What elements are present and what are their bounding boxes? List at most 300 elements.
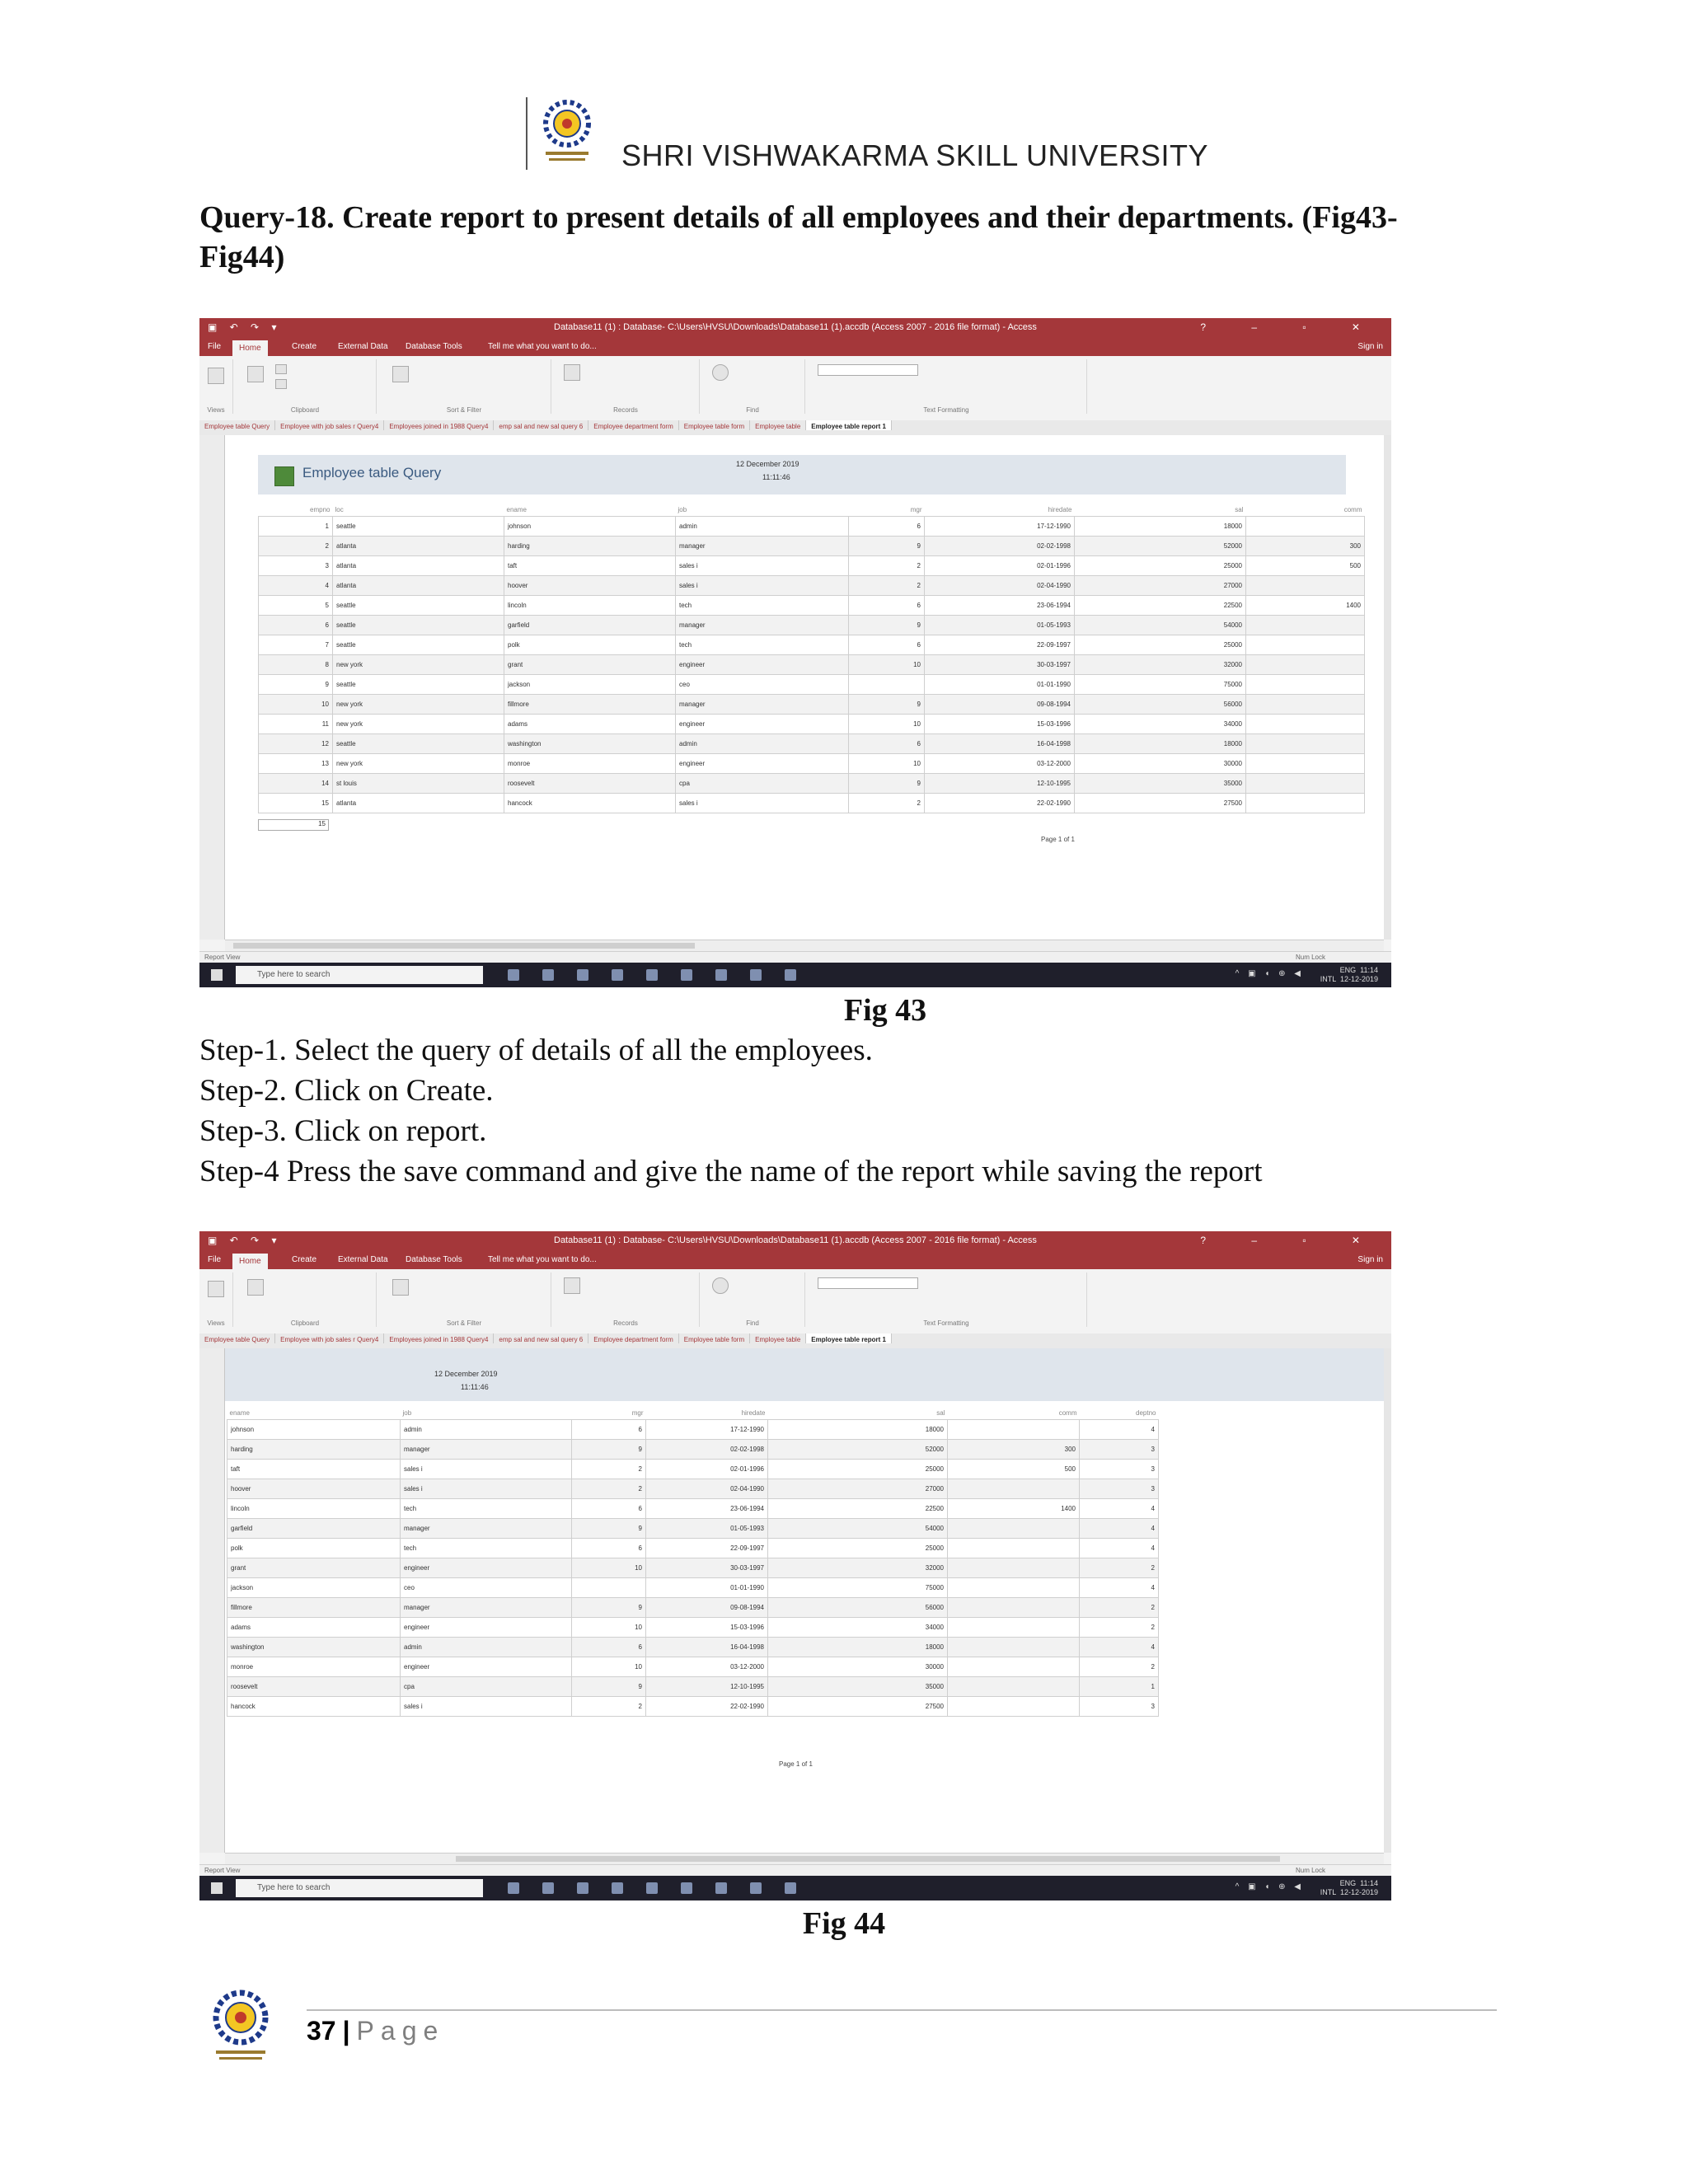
access-icon[interactable] [750, 969, 762, 981]
table-cell: adams [227, 1618, 401, 1638]
window-controls-icon: ? – ▫ ✕ [1200, 321, 1381, 333]
table-cell: 6 [849, 596, 925, 616]
table-cell: admin [676, 734, 849, 754]
table-cell: grant [504, 655, 676, 675]
vertical-scrollbar[interactable] [1384, 1348, 1391, 1853]
table-cell: 03-12-2000 [646, 1657, 768, 1677]
table-cell: jackson [227, 1578, 401, 1598]
table-cell: 14 [259, 774, 333, 794]
find-icon[interactable] [712, 1277, 729, 1294]
table-cell: new york [333, 655, 504, 675]
university-logo-icon [534, 94, 600, 170]
filter-icon[interactable] [392, 1279, 409, 1296]
table-row [259, 774, 1365, 794]
table-cell: 02-01-1996 [646, 1460, 768, 1479]
cortana-icon[interactable] [508, 1882, 519, 1894]
table-cell: 09-08-1994 [925, 695, 1075, 715]
table-cell: tech [401, 1499, 572, 1519]
object-tab[interactable]: Employee table [750, 420, 806, 430]
table-cell: 2 [572, 1697, 646, 1717]
table-cell: 6 [259, 616, 333, 635]
table-row [227, 1499, 1159, 1519]
report-time: 11:11:46 [762, 473, 790, 481]
table-cell: garfield [227, 1519, 401, 1539]
taskbar-apps [496, 967, 808, 983]
table-cell: taft [227, 1460, 401, 1479]
object-tab[interactable]: Employee table Query [199, 420, 275, 430]
taskbar-search[interactable]: Type here to search [236, 966, 483, 984]
notes-icon[interactable] [785, 1882, 796, 1894]
file-explorer-icon[interactable] [612, 1882, 623, 1894]
ribbon-group-views: Views [199, 359, 233, 414]
table-cell: 10 [849, 754, 925, 774]
table-cell: 02-02-1998 [646, 1440, 768, 1460]
table-cell: 12 [259, 734, 333, 754]
table-cell: lincoln [504, 596, 676, 616]
table-row [227, 1598, 1159, 1618]
table-cell: 6 [572, 1638, 646, 1657]
table-cell: 9 [849, 537, 925, 556]
table-cell: 09-08-1994 [646, 1598, 768, 1618]
table-cell: tech [401, 1539, 572, 1558]
ribbon-group-find: Find [701, 359, 805, 414]
tab-home[interactable]: Home [232, 340, 268, 356]
column-header-hiredate: hiredate [741, 1408, 766, 1417]
table-cell: 6 [849, 734, 925, 754]
sign-in-link[interactable]: Sign in [1357, 1255, 1383, 1264]
font-select[interactable] [818, 364, 918, 376]
object-tabs [199, 420, 1391, 436]
table-cell: 18000 [1075, 517, 1246, 537]
table-cell: 15-03-1996 [646, 1618, 768, 1638]
table-cell: hoover [227, 1479, 401, 1499]
ribbon-group-clipboard: Clipboard [234, 359, 377, 414]
status-numlock: Num Lock [1295, 1867, 1325, 1874]
mail-icon[interactable] [715, 1882, 727, 1894]
table-cell: 300 [1246, 537, 1365, 556]
table-row [227, 1657, 1159, 1677]
find-icon[interactable] [712, 364, 729, 381]
table-row [259, 794, 1365, 813]
table-cell: engineer [401, 1558, 572, 1578]
table-cell [948, 1638, 1080, 1657]
ribbon [199, 356, 1391, 421]
cut-icon[interactable] [275, 364, 287, 374]
horizontal-scrollbar[interactable] [225, 1853, 1384, 1865]
table-cell [948, 1677, 1080, 1697]
tell-me-box[interactable]: Tell me what you want to do... [488, 1255, 597, 1264]
table-cell: taft [504, 556, 676, 576]
table-cell: grant [227, 1558, 401, 1578]
cortana-icon[interactable] [508, 969, 519, 981]
table-cell: adams [504, 715, 676, 734]
table-cell: manager [676, 537, 849, 556]
table-cell: 4 [1080, 1638, 1159, 1657]
ribbon-group-sort-filter: Sort & Filter [377, 1272, 551, 1327]
table-cell [1246, 754, 1365, 774]
table-cell: monroe [227, 1657, 401, 1677]
report-view [225, 435, 1384, 940]
table-cell: 52000 [768, 1440, 948, 1460]
filter-icon[interactable] [392, 366, 409, 382]
table-cell: 52000 [1075, 537, 1246, 556]
sign-in-link[interactable]: Sign in [1357, 342, 1383, 351]
table-cell [1246, 616, 1365, 635]
object-tab[interactable]: Employee table form [679, 1333, 750, 1343]
table-cell: 22500 [1075, 596, 1246, 616]
scroll-thumb[interactable] [233, 943, 695, 949]
table-cell [948, 1598, 1080, 1618]
report-header [258, 455, 1346, 494]
table-cell: 25000 [1075, 635, 1246, 655]
fig43-screenshot [199, 318, 1391, 987]
table-cell: 5 [259, 596, 333, 616]
table-row [259, 675, 1365, 695]
table-cell [948, 1618, 1080, 1638]
column-header-comm: comm [1058, 1408, 1077, 1417]
table-row [227, 1539, 1159, 1558]
table-cell: seattle [333, 635, 504, 655]
table-cell: 1400 [948, 1499, 1080, 1519]
window-title: Database11 (1) : Database- C:\Users\HVSU\Downloads\Database11 (1).accdb (Access 2007 - 2016 file format) - Access [554, 322, 1037, 332]
table-cell: 03-12-2000 [925, 754, 1075, 774]
windows-taskbar [199, 1876, 1391, 1900]
table-cell: 35000 [768, 1677, 948, 1697]
ribbon-group-sort-filter: Sort & Filter [377, 359, 551, 414]
table-cell: 27500 [768, 1697, 948, 1717]
table-cell: 13 [259, 754, 333, 774]
windows-start-icon[interactable] [211, 1882, 223, 1894]
status-bar [199, 1864, 1391, 1877]
header-divider [526, 97, 528, 170]
ribbon-group-views: Views [199, 1272, 233, 1327]
table-cell: seattle [333, 616, 504, 635]
column-header-ename: ename [229, 1408, 250, 1417]
tab-file[interactable]: File [208, 1255, 222, 1264]
table-cell: 01-05-1993 [646, 1519, 768, 1539]
table-cell: cpa [401, 1677, 572, 1697]
notes-icon[interactable] [785, 969, 796, 981]
ribbon [199, 1269, 1391, 1334]
table-cell: 27000 [768, 1479, 948, 1499]
table-cell: 75000 [1075, 675, 1246, 695]
table-cell: atlanta [333, 537, 504, 556]
table-cell: 02-01-1996 [925, 556, 1075, 576]
table-cell: 6 [572, 1420, 646, 1440]
quick-access-icons: ▣ ↶ ↷ ▾ [208, 1235, 282, 1246]
table-cell: 22500 [768, 1499, 948, 1519]
report-icon [274, 466, 294, 486]
object-tab[interactable]: Employee with job sales r Query4 [275, 1333, 384, 1343]
table-cell [948, 1539, 1080, 1558]
status-numlock: Num Lock [1295, 954, 1325, 961]
object-tab[interactable]: emp sal and new sal query 6 [494, 1333, 588, 1343]
table-cell: 10 [849, 715, 925, 734]
table-cell: 2 [849, 794, 925, 813]
report-table [258, 503, 1365, 813]
horizontal-scrollbar[interactable] [225, 940, 1384, 952]
table-cell: 10 [572, 1618, 646, 1638]
column-header-sal: sal [936, 1408, 945, 1417]
table-cell: jackson [504, 675, 676, 695]
table-cell: 500 [948, 1460, 1080, 1479]
table-cell: 12-10-1995 [646, 1677, 768, 1697]
table-cell: sales i [401, 1460, 572, 1479]
windows-start-icon[interactable] [211, 969, 223, 981]
table-cell: 4 [1080, 1539, 1159, 1558]
column-header-job: job [402, 1408, 412, 1417]
table-cell: 2 [259, 537, 333, 556]
table-cell: 2 [572, 1479, 646, 1499]
column-header-sal: sal [1235, 505, 1244, 513]
table-cell: 01-01-1990 [925, 675, 1075, 695]
table-cell: harding [504, 537, 676, 556]
tab-database-tools[interactable]: Database Tools [406, 1255, 462, 1264]
tab-create[interactable]: Create [292, 1255, 317, 1264]
table-cell: engineer [676, 754, 849, 774]
taskbar-search[interactable]: Type here to search [236, 1879, 483, 1897]
view-icon[interactable] [208, 368, 224, 384]
table-cell: admin [676, 517, 849, 537]
table-cell: 15-03-1996 [925, 715, 1075, 734]
step-2: Step-2. Click on Create. [199, 1074, 494, 1108]
paste-icon[interactable] [247, 1279, 264, 1296]
tab-external-data[interactable]: External Data [338, 342, 388, 351]
table-cell: 2 [1080, 1558, 1159, 1578]
table-row [259, 635, 1365, 655]
object-tab[interactable]: Employees joined in 1988 Query4 [384, 1333, 494, 1343]
table-cell: 6 [849, 517, 925, 537]
column-header-ename: ename [506, 505, 527, 513]
refresh-all-icon[interactable] [564, 1277, 580, 1294]
report-title: Employee table Query [302, 465, 442, 480]
system-tray: ^ ▣ ◖ ⊕ ◀ ENG 11:14 INTL 12-12-2019 [1235, 966, 1378, 983]
table-cell: hancock [227, 1697, 401, 1717]
table-row [259, 695, 1365, 715]
table-cell: 56000 [768, 1598, 948, 1618]
table-row [259, 556, 1365, 576]
taskbar-apps [496, 1880, 808, 1896]
object-tabs [199, 1333, 1391, 1349]
mail-icon[interactable] [715, 969, 727, 981]
table-cell: admin [401, 1638, 572, 1657]
report-date: 12 December 2019 [434, 1370, 498, 1378]
access-titlebar [199, 1231, 1391, 1251]
university-name: SHRI VISHWAKARMA SKILL UNIVERSITY [621, 138, 1208, 172]
table-row [259, 537, 1365, 556]
access-icon[interactable] [750, 1882, 762, 1894]
table-cell: 1400 [1246, 596, 1365, 616]
vertical-scrollbar[interactable] [1384, 435, 1391, 940]
tell-me-box[interactable]: Tell me what you want to do... [488, 342, 597, 351]
table-cell: 34000 [1075, 715, 1246, 734]
object-tab[interactable]: Employees joined in 1988 Query4 [384, 420, 494, 430]
table-cell: 01-05-1993 [925, 616, 1075, 635]
copy-icon[interactable] [275, 379, 287, 389]
table-row [227, 1697, 1159, 1717]
table-cell: 18000 [768, 1638, 948, 1657]
object-tab[interactable]: Employee table form [679, 420, 750, 430]
table-cell [948, 1519, 1080, 1539]
table-cell: harding [227, 1440, 401, 1460]
column-header-mgr: mgr [631, 1408, 644, 1417]
table-cell: fillmore [504, 695, 676, 715]
table-cell: cpa [676, 774, 849, 794]
object-tab[interactable]: Employee table [750, 1333, 806, 1343]
table-cell: engineer [676, 655, 849, 675]
query-title: Query-18. Create report to present details of all employees and their departments. (Fig43-Fig44) [199, 200, 1398, 274]
quick-access-icons: ▣ ↶ ↷ ▾ [208, 321, 282, 333]
tab-database-tools[interactable]: Database Tools [406, 342, 462, 351]
tab-create[interactable]: Create [292, 342, 317, 351]
access-titlebar [199, 318, 1391, 338]
table-cell [1246, 794, 1365, 813]
table-cell: 9 [259, 675, 333, 695]
object-tab-active[interactable]: Employee table report 1 [806, 1333, 892, 1343]
table-cell: 9 [849, 774, 925, 794]
table-cell: 10 [572, 1558, 646, 1578]
scroll-thumb[interactable] [456, 1856, 1280, 1862]
table-row [259, 734, 1365, 754]
table-cell: 01-01-1990 [646, 1578, 768, 1598]
table-cell: 75000 [768, 1578, 948, 1598]
column-header-loc: loc [335, 505, 344, 513]
ribbon-group-text-formatting: Text Formatting [806, 1272, 1087, 1327]
table-cell: 35000 [1075, 774, 1246, 794]
table-cell [948, 1578, 1080, 1598]
table-cell: 3 [1080, 1440, 1159, 1460]
font-select[interactable] [818, 1277, 918, 1289]
edge-icon[interactable] [646, 1882, 658, 1894]
table-cell [1246, 774, 1365, 794]
page-separator: | [342, 2016, 350, 2046]
task-view-icon[interactable] [542, 969, 554, 981]
object-tab[interactable]: Employee with job sales r Query4 [275, 420, 384, 430]
table-cell: 25000 [768, 1460, 948, 1479]
tab-file[interactable]: File [208, 342, 222, 351]
table-cell: 3 [1080, 1460, 1159, 1479]
page-indicator: Page 1 of 1 [779, 1760, 813, 1768]
fig43-caption: Fig 43 [843, 993, 927, 1028]
table-cell: roosevelt [504, 774, 676, 794]
object-tab[interactable]: emp sal and new sal query 6 [494, 420, 588, 430]
table-cell: 9 [572, 1598, 646, 1618]
table-cell: fillmore [227, 1598, 401, 1618]
table-cell: 27500 [1075, 794, 1246, 813]
table-row [227, 1479, 1159, 1499]
status-bar [199, 951, 1391, 963]
step-3: Step-3. Click on report. [199, 1114, 487, 1148]
paste-icon[interactable] [247, 366, 264, 382]
column-header-empno: empno [310, 505, 331, 513]
window-controls-icon: ? – ▫ ✕ [1200, 1235, 1381, 1246]
object-tab[interactable]: Employee table Query [199, 1333, 275, 1343]
column-header-mgr: mgr [910, 505, 922, 513]
table-cell: polk [227, 1539, 401, 1558]
table-cell [948, 1558, 1080, 1578]
table-row [259, 517, 1365, 537]
table-cell: 25000 [1075, 556, 1246, 576]
navigation-pane[interactable] [199, 1348, 225, 1853]
store-icon[interactable] [681, 1882, 692, 1894]
table-cell [1246, 675, 1365, 695]
table-cell: 300 [948, 1440, 1080, 1460]
table-cell: 23-06-1994 [646, 1499, 768, 1519]
steps-list [199, 1030, 1263, 1192]
table-cell: manager [401, 1519, 572, 1539]
system-tray: ^ ▣ ◖ ⊕ ◀ ENG 11:14 INTL 12-12-2019 [1235, 1879, 1378, 1896]
table-row [227, 1460, 1159, 1479]
table-cell: 18000 [768, 1420, 948, 1440]
table-cell: 30000 [768, 1657, 948, 1677]
table-cell: tech [676, 596, 849, 616]
tray-icons: ^ ▣ ◖ ⊕ ◀ [1235, 969, 1304, 978]
table-cell: 6 [849, 635, 925, 655]
table-row [227, 1638, 1159, 1657]
object-tab-active[interactable]: Employee table report 1 [806, 420, 892, 430]
footer-divider [307, 2009, 1497, 2011]
table-cell: manager [401, 1598, 572, 1618]
object-tab[interactable]: Employee department form [588, 420, 679, 430]
object-tab[interactable]: Employee department form [588, 1333, 679, 1343]
page-number: 37 [307, 2016, 336, 2046]
ribbon-tabs [199, 1251, 1391, 1269]
table-row [259, 655, 1365, 675]
table-cell [948, 1657, 1080, 1677]
table-cell: seattle [333, 734, 504, 754]
chrome-icon[interactable] [577, 969, 588, 981]
table-cell: engineer [401, 1618, 572, 1638]
column-header-hiredate: hiredate [1048, 505, 1072, 513]
table-cell: atlanta [333, 556, 504, 576]
table-cell: sales i [401, 1479, 572, 1499]
page-indicator: Page 1 of 1 [1041, 836, 1075, 843]
footer-logo-icon [199, 1983, 282, 2069]
table-cell: polk [504, 635, 676, 655]
tab-external-data[interactable]: External Data [338, 1255, 388, 1264]
table-cell: 2 [849, 556, 925, 576]
tab-home[interactable]: Home [232, 1254, 268, 1269]
table-cell: engineer [676, 715, 849, 734]
view-icon[interactable] [208, 1281, 224, 1297]
table-cell: 22-02-1990 [646, 1697, 768, 1717]
table-row [259, 576, 1365, 596]
edge-icon[interactable] [646, 969, 658, 981]
table-cell: 30-03-1997 [646, 1558, 768, 1578]
column-header-job: job [678, 505, 687, 513]
table-cell: 2 [572, 1460, 646, 1479]
table-row [227, 1618, 1159, 1638]
table-cell: 23-06-1994 [925, 596, 1075, 616]
table-cell: 500 [1246, 556, 1365, 576]
store-icon[interactable] [681, 969, 692, 981]
table-cell: johnson [504, 517, 676, 537]
table-cell: 4 [259, 576, 333, 596]
task-view-icon[interactable] [542, 1882, 554, 1894]
table-cell: new york [333, 715, 504, 734]
ribbon-tabs [199, 338, 1391, 356]
table-cell: 12-10-1995 [925, 774, 1075, 794]
table-row [227, 1578, 1159, 1598]
table-cell: 22-09-1997 [925, 635, 1075, 655]
refresh-all-icon[interactable] [564, 364, 580, 381]
chrome-icon[interactable] [577, 1882, 588, 1894]
table-cell: seattle [333, 517, 504, 537]
table-cell: 3 [1080, 1479, 1159, 1499]
file-explorer-icon[interactable] [612, 969, 623, 981]
navigation-pane[interactable] [199, 435, 225, 940]
table-cell: 9 [572, 1677, 646, 1697]
